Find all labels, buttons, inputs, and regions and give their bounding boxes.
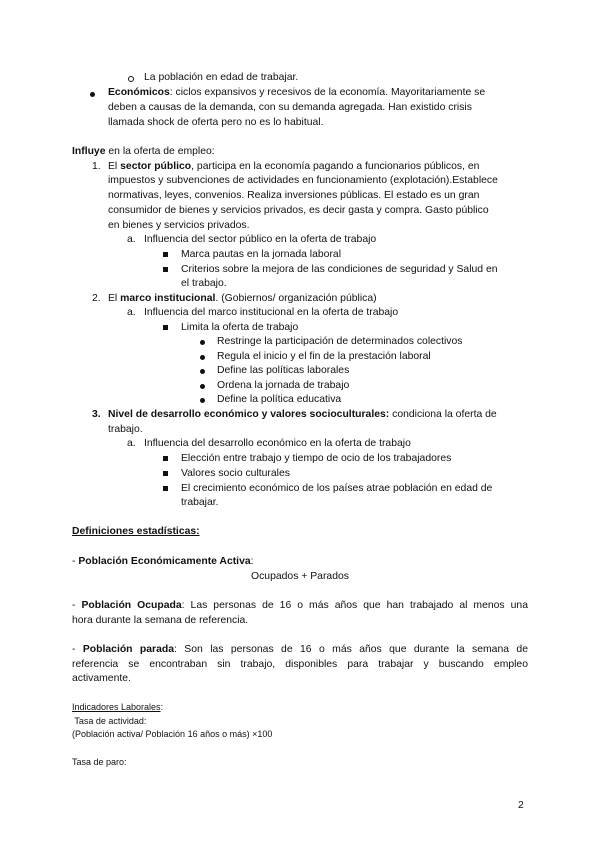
bullet-1a-2b: el trabajo. <box>181 278 227 289</box>
influye-rest: en la oferta de empleo: <box>105 146 215 157</box>
nivel-line-2: trabajo. <box>108 424 143 435</box>
influye-heading <box>72 145 215 159</box>
sub-marker-3a: a. <box>127 438 136 449</box>
pea-line <box>72 555 254 569</box>
marco-label: marco institucional <box>120 293 216 304</box>
sector-publico-line-2: impuestos y subvenciones de actividades en funcionamiento (explotación).Establece <box>108 175 498 186</box>
parada-prefix: - <box>72 644 83 655</box>
sector-publico-line-5: en bienes y servicios privados. <box>108 220 250 231</box>
dot-2a-4: Ordena la jornada de trabajo <box>217 380 350 391</box>
tasa-actividad-formula: (Población activa/ Población 16 años o más) ×100 <box>72 729 273 739</box>
bullet-2a-1: Limita la oferta de trabajo <box>181 322 299 333</box>
pea-label: Población Económicamente Activa <box>78 556 251 567</box>
pea-prefix: - <box>72 556 79 567</box>
economicos-line-2: deben a causas de la demanda, con su demanda agregada. Han existido crisis <box>108 102 472 113</box>
square-bullet-icon <box>163 456 168 461</box>
indicadores-title-text: Indicadores Laborales <box>72 702 161 712</box>
ocupada-line-1 <box>72 599 528 613</box>
sector-text: , participa en la economía pagando a funcionarios públicos, en <box>191 161 480 172</box>
bullet-1a-2: Criterios sobre la mejora de las condiciones de seguridad y Salud en <box>181 264 498 275</box>
sub-marker-2a: a. <box>127 307 136 318</box>
sector-publico-line-4: consumidor de bienes y servicios privados, es decir gasta y compra. Gasto público <box>108 205 489 216</box>
bullet-icon <box>200 398 205 403</box>
pea-colon: : <box>250 556 254 567</box>
sector-publico-line-3: normativas, leyes, convenios. Realiza inversiones públicas. El estado es un gran <box>108 190 480 201</box>
economicos-label: Económicos <box>108 87 170 98</box>
sector-publico-line-1 <box>108 160 479 174</box>
marco-line <box>108 292 377 306</box>
dot-2a-1: Restringe la participación de determinados colectivos <box>217 336 463 347</box>
ocupada-text: : Las personas de 16 o más años que han trabajado al menos una <box>181 600 528 611</box>
dot-2a-2: Regula el inicio y el fin de la prestación laboral <box>217 351 431 362</box>
parada-line-1 <box>72 643 528 657</box>
economicos-text: : ciclos expansivos y recesivos de la economía. Mayoritariamente se <box>169 87 486 98</box>
definiciones-title <box>72 525 200 539</box>
square-bullet-icon <box>163 471 168 476</box>
sub-marker-1a: a. <box>127 234 136 245</box>
economicos-line-3: llamada shock de oferta pero no es lo habitual. <box>108 117 324 128</box>
influye-label: Influye <box>72 146 106 157</box>
square-bullet-icon <box>163 252 168 257</box>
bullet-3a-2: Valores socio culturales <box>181 468 290 479</box>
marker-3-text: 3. <box>92 409 101 420</box>
definiciones-title-text: Definiciones estadísticas: <box>72 526 200 537</box>
pea-formula: Ocupados + Parados <box>251 571 349 582</box>
ocupada-prefix: - <box>72 600 82 611</box>
bullet-icon <box>200 369 205 374</box>
indicadores-colon: : <box>160 702 164 712</box>
sector-publico-label: sector público <box>120 161 192 172</box>
ocupada-label: Población Ocupada <box>81 600 182 611</box>
parada-line-2: referencia se encontraban sin trabajo, disponibles para trabajar y buscando empleo <box>72 659 528 670</box>
parada-text: : Son las personas de 16 o más años que durante la semana de <box>174 644 528 655</box>
list-marker-3 <box>92 408 101 422</box>
square-bullet-icon <box>163 486 168 491</box>
bullet-icon <box>90 92 95 97</box>
economicos-line-1 <box>108 86 485 100</box>
list-marker-1: 1. <box>92 161 101 172</box>
tasa-paro-label: Tasa de paro: <box>72 757 127 767</box>
nivel-line-1 <box>108 408 497 422</box>
indicadores-title <box>72 700 163 714</box>
bullet-3a-1: Elección entre trabajo y tiempo de ocio de los trabajadores <box>181 453 452 464</box>
parada-label: Población parada <box>82 644 175 655</box>
bullet-icon <box>200 340 205 345</box>
sub-label-3a: Influencia del desarrollo económico en la oferta de trabajo <box>144 438 411 449</box>
nivel-label: Nivel de desarrollo económico y valores socioculturales: <box>108 409 390 420</box>
bullet-1a-1: Marca pautas en la jornada laboral <box>181 249 341 260</box>
parada-line-3: activamente. <box>72 673 131 684</box>
dot-2a-5: Define la política educativa <box>217 394 342 405</box>
working-age-line: La población en edad de trabajar. <box>144 72 299 83</box>
square-bullet-icon <box>163 325 168 330</box>
bullet-icon <box>200 384 205 389</box>
hollow-bullet-icon <box>128 76 134 82</box>
ocupada-line-2: hora durante la semana de referencia. <box>72 615 249 626</box>
bullet-3a-3b: trabajar. <box>181 497 219 508</box>
page-number: 2 <box>518 800 524 811</box>
marco-rest: . (Gobiernos/ organización pública) <box>215 293 377 304</box>
bullet-3a-3: El crecimiento económico de los países atrae población en edad de <box>181 483 493 494</box>
bullet-icon <box>200 355 205 360</box>
sub-label-1a: Influencia del sector público en la oferta de trabajo <box>144 234 377 245</box>
dot-2a-3: Define las políticas laborales <box>217 365 350 376</box>
nivel-rest: condiciona la oferta de <box>389 409 497 420</box>
sub-label-2a: Influencia del marco institucional en la oferta de trabajo <box>144 307 399 318</box>
tasa-actividad-label: Tasa de actividad: <box>72 716 147 726</box>
marco-pre: El <box>108 293 121 304</box>
sector-pre: El <box>108 161 121 172</box>
square-bullet-icon <box>163 267 168 272</box>
list-marker-2: 2. <box>92 293 101 304</box>
